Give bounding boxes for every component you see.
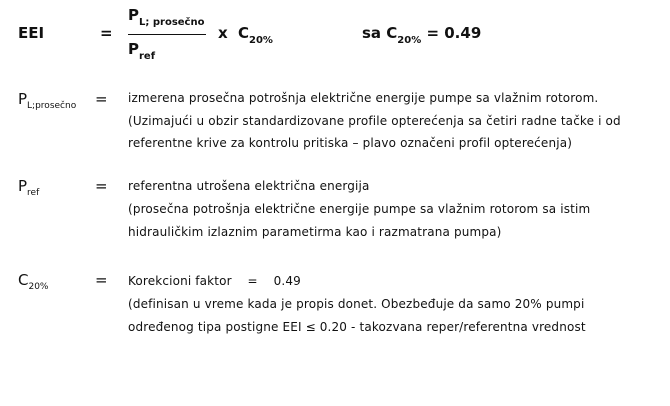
denominator-symbol: P [128,40,139,58]
symbol-main: C [18,271,29,289]
definition-symbol-pl [18,90,76,111]
symbol-subscript: L;prosečno [27,101,77,111]
definition-line: referentne krive za kontrolu pritiska – plavo označeni profil opterećenja) [128,136,573,150]
formula-times: x [218,24,228,42]
factor-subscript: 20% [249,35,273,46]
definition-line: određenog tipa postigne EEI ≤ 0.20 - takozvana reper/referentna vrednost [128,320,586,334]
constant-value: = 0.49 [426,24,482,42]
denominator-subscript: ref [139,51,156,62]
formula-lhs: EEI [18,24,45,42]
definition-equals: = [95,90,108,108]
formula-equals: = [100,24,113,42]
numerator-subscript: L; prosečno [139,17,205,28]
definition-line: referentna utrošena električna energija [128,179,370,193]
formula-constant [362,24,481,46]
definition-equals: = [95,271,108,289]
symbol-main: P [18,90,28,108]
definition-line: (Uzimajući u obzir standardizovane profile opterećenja sa četiri radne tačke i od [128,114,621,128]
constant-subscript: 20% [397,35,422,46]
formula-denominator [128,40,155,62]
symbol-main: P [18,177,28,195]
definition-line: hidrauličkim izlaznim parametirma kao i razmatrana pumpa) [128,225,502,239]
formula-numerator [128,6,204,28]
symbol-subscript: 20% [28,282,49,292]
definition-symbol-pref [18,177,39,198]
definition-line: (prosečna potrošnja električne energije pumpe sa vlažnim rotorom sa istim [128,202,591,216]
definition-symbol-c20 [18,271,49,292]
definition-equals: = [95,177,108,195]
factor-symbol: C [238,24,250,42]
definition-line: Korekcioni faktor = 0.49 [128,274,301,288]
definition-line: izmerena prosečna potrošnja električne energije pumpe sa vlažnim rotorom. [128,91,599,105]
numerator-symbol: P [128,6,139,24]
definition-line: (definisan u vreme kada je propis donet. Obezbeđuje da samo 20% pumpi [128,297,585,311]
fraction-bar [128,34,206,35]
constant-label: sa C [362,24,398,42]
symbol-subscript: ref [27,188,40,198]
formula-factor [238,24,273,46]
